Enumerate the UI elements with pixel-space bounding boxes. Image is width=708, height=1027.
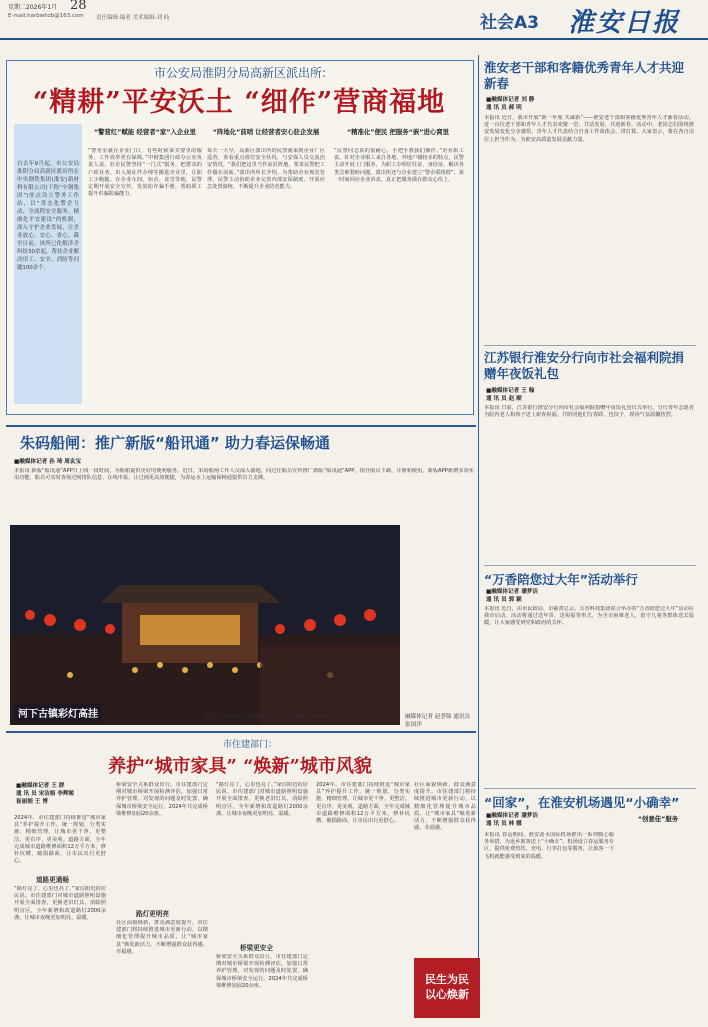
lead-subhead-3: “精准化”便民 把服务“嵌”进心窝里 (346, 128, 450, 136)
bottom-column-1a: 2024年，市住建部门持续推进“城市家具”养护提升工作。统一规划、分类实施、精细管理，让城市更干净、更整洁、更有序、更美观。道路方面，全年完成城市道路维修面积12万平方米，修补坑槽、破损路面，让市民出行更舒心。 (14, 815, 106, 865)
lead-subhead-1: “警营红”赋能 经营者“家”入企业里 (93, 128, 197, 136)
bottom-subhead-2: 路灯更明亮 (136, 910, 169, 918)
right-byline-3: ■融媒体记者 潘梦洁 通 讯 员 郭 颖 (486, 589, 538, 603)
bottom-kicker: 市住建部门： (222, 740, 277, 750)
right-headline-1: 淮安老干部和客籍优秀青年人才共迎新春 (484, 60, 685, 91)
right-story-4-subhead: “创意佳”服务 (637, 815, 679, 823)
bottom-column-1b: “路灯亮了，心里也亮了。”家住附近的居民说。市住建部门对城市道路照明设施开展全面排查，更换老旧灯具，消除照明盲区，全年新增和改造路灯2000余盏，让城市夜晚更加明亮、温暖。 (14, 886, 106, 921)
mid-story-text: 本报讯 新版“船讯通”APP日上线一段时间，为船舶提供更好的便利服务。近日，朱码船闸工作人员深入锚地，向过往船员宣传推广新版“船讯通”APP，指导船员下载、注册和使用。新版APP新增多项实用功能，船员可实时查询过闸排队信息、在线申报，让过闸更高效便捷，为春运水上运输保畅通提供有力支撑。 (14, 468, 474, 482)
newspaper-logo: 淮安日报 (568, 8, 681, 38)
mid-byline: ■融媒体记者 孙 琦 周玄宝 (14, 459, 82, 465)
right-byline-2: ■融媒体记者 王 翰 通 讯 员 赵 顺 (486, 388, 535, 402)
right-headline-2: 江苏银行淮安分行向市社会福利院捐赠年夜饭礼包 (484, 350, 685, 381)
issue-day: 星期二 (8, 4, 27, 11)
right-story-2-text: 本报讯 日前，江苏银行淮安分行向市社会福利院捐赠年夜饭礼包仪式举行。分行青年志愿者为院内老人和孩子送上新春祝福，并陪同他们写春联、包饺子，现场气氛温馨热烈。 (484, 405, 694, 419)
editors-credit: 责任编辑:编者 美术编辑:刘 仙 (96, 15, 170, 21)
divider-line (484, 565, 696, 566)
section-divider (6, 731, 476, 733)
lead-sidebar-text: 自去年9月起，市公安局淮阴分局高新区派出所在中央钢铁集团(淮安)新材料有限公司(下称“中钢集团”)驻点设立警务工作站，以“常态化警企互动、全流程安全服务、精细化平安建设”的机制，深入守护企业发展，让企业放心、安心、省心。截至目前，该所已化解涉企纠纷30余起，帮扶企业解决用工、安全、消防等问题100余个。 (17, 161, 79, 271)
bottom-subhead-1: 道路更通畅 (36, 876, 69, 884)
issue-date: 2026年1月 (26, 4, 58, 11)
lead-headline: “精耕”平安沃土 “细作”营商福地 (32, 87, 446, 118)
bottom-subhead-3: 桥梁更安全 (240, 944, 273, 952)
bottom-column-4: 2024年，市住建部门持续推进“城市家具”养护提升工作。统一规划、分类实施、精细管理，让城市更干净、更整洁、更有序、更美观。道路方面，全年完成城市道路维修面积12万平方米，修补坑槽、破损路面，让市民出行更舒心。 (316, 782, 410, 825)
section-divider (6, 425, 476, 427)
lantern-photo (10, 525, 400, 725)
mid-headline: 朱码船闸：推广新版“船讯通” 助力春运保畅通 (20, 434, 330, 452)
lead-column-3: “民警同志真的很耐心，手把手教我们操作。”企业职工说。针对企业职工来自各地、外地户籍较多的特点，民警主动开展上门服务，为职工办理居住证、身份证，解决各类急难愁盼问题。派出所还与企业建立“警企联络群”，第一时间回应企业诉求，真正把服务做在群众心坎上。 (334, 148, 464, 183)
campaign-stamp (414, 958, 480, 1018)
right-headline-4: “回家”，在淮安机场遇见“小确幸” (484, 795, 680, 810)
lead-column-2: 每天一大早，高新区派出所的民警就来到企业厂区巡查，查看重点部位安全状况，与安保人员交流治安情况。“我们把这里当作前沿阵地，要求民警把工作做在前面。”派出所所长介绍。为帮助企业规范管理，民警主动协助企业完善内部安保制度，开展应急处置演练，不断提升企业防范能力。 (207, 148, 325, 191)
section-label: 社会A3 (480, 13, 539, 33)
right-story-1-text: 本报讯 近日，我市开展“新一年度 共谋新”——淮安老干部和客籍优秀青年人才新春活动。近一百位老干部和青年人才代表欢聚一堂，共话发展、共迎新春。活动中，老同志们围绕淮安发展变化分享感悟，青年人才代表结合自身工作谈体会、讲打算。大家表示，将在各自岗位上担当作为，为淮安高质量发展贡献力量。 (484, 115, 694, 143)
bottom-headline: 养护“城市家具” “焕新”城市风貌 (108, 756, 372, 777)
stamp-text: 民生为民 以心焕新 (425, 973, 469, 1001)
lead-kicker: 市公安局淮阴分局高新区派出所: (153, 66, 327, 80)
right-byline-4: ■融媒体记者 潘梦洁 通 讯 员 林 娜 (486, 813, 538, 827)
column-divider (478, 55, 479, 1015)
bottom-column-2b: 社区面貌焕新，群众满意度提升。市住建部门将持续推进城市更新行动，以精细化管理提升城市品质，让“城市家具”焕发新活力，不断增强群众获得感、幸福感。 (116, 920, 208, 955)
right-byline-1: ■融媒体记者 刘 静 通 讯 员 郝 明 (486, 97, 535, 111)
bottom-column-3b: 桥梁安全关系群众出行。市住建部门定期对城市桥梁开展检测评估，加强日常养护管理，对发现的问题及时处置，确保城市桥梁安全运行。2024年共完成桥梁维修加固20余座。 (216, 954, 308, 989)
lead-column-1: “警务室就在企业门口，有些时候来买警里的服务，工作效率更有保障。”中钢集团行政办公室负责人说。驻企民警坚持“一门式”服务，把群众的户政业务、出入境证件办理等搬进企业里，让职工少跑腿。在企业车间、宿舍、食堂等地，民警定期开展安全宣传，发放防诈骗手册，帮助职工提升识骗防骗能力。 (88, 148, 202, 198)
contact-email: E-mail:harbwhzb@163.com (8, 13, 84, 19)
divider-line (484, 345, 696, 346)
right-story-4-text: 本报讯 春运期间，淮安涟水国际机场推出一系列暖心服务举措，为返乡旅客送上“小确幸”。机场设立春运服务专区，提供免费热饮、充电、行李打包等服务，让旅客一下飞机就能感受到家的温暖。 (484, 832, 614, 860)
lead-subhead-2: “阵地化”前哨 让经营者安心驻企发展 (212, 128, 320, 136)
photo-caption: 河下古镇彩灯高挂 (14, 704, 102, 721)
bottom-byline: ■融媒体记者 王 群 通 讯 员 宋洁娟 李辉姬 崔丽娟 王 博 (16, 783, 75, 805)
photo-credit: 近日，千年河下古镇彩灯高挂，灯光璀璨，年味浓。 (205, 714, 334, 720)
masthead (0, 0, 708, 40)
right-headline-3: “万香陪您过大年”活动举行 (484, 572, 638, 587)
lantern-scene-illustration (10, 525, 400, 725)
bottom-column-5: 社区面貌焕新，群众满意度提升。市住建部门将持续推进城市更新行动，以精细化管理提升城市品质，让“城市家具”焕发新活力，不断增强群众获得感、幸福感。 (414, 782, 476, 832)
photo-photographer: 融媒体记者 赵荟锦 通讯员 张国洋 (405, 714, 471, 728)
right-story-3-text: 本报讯 近日，由市民政局、市慈善总会、万香科技集团联合举办的“万香陪您过大年”活动在我市启动。活动将通过送年货、送祝福等形式，为全市困难老人、留守儿童等群体送去温暖，让大家感受到党和政府的关怀。 (484, 606, 694, 627)
divider-line (484, 788, 696, 789)
bottom-column-2a: 桥梁安全关系群众出行。市住建部门定期对城市桥梁开展检测评估，加强日常养护管理，对发现的问题及时处置，确保城市桥梁安全运行。2024年共完成桥梁维修加固20余座。 (116, 782, 208, 817)
bottom-column-3: “路灯亮了，心里也亮了。”家住附近的居民说。市住建部门对城市道路照明设施开展全面排查，更换老旧灯具，消除照明盲区，全年新增和改造路灯2000余盏，让城市夜晚更加明亮、温暖。 (216, 782, 308, 817)
issue-day-number: 28 (70, 0, 87, 13)
